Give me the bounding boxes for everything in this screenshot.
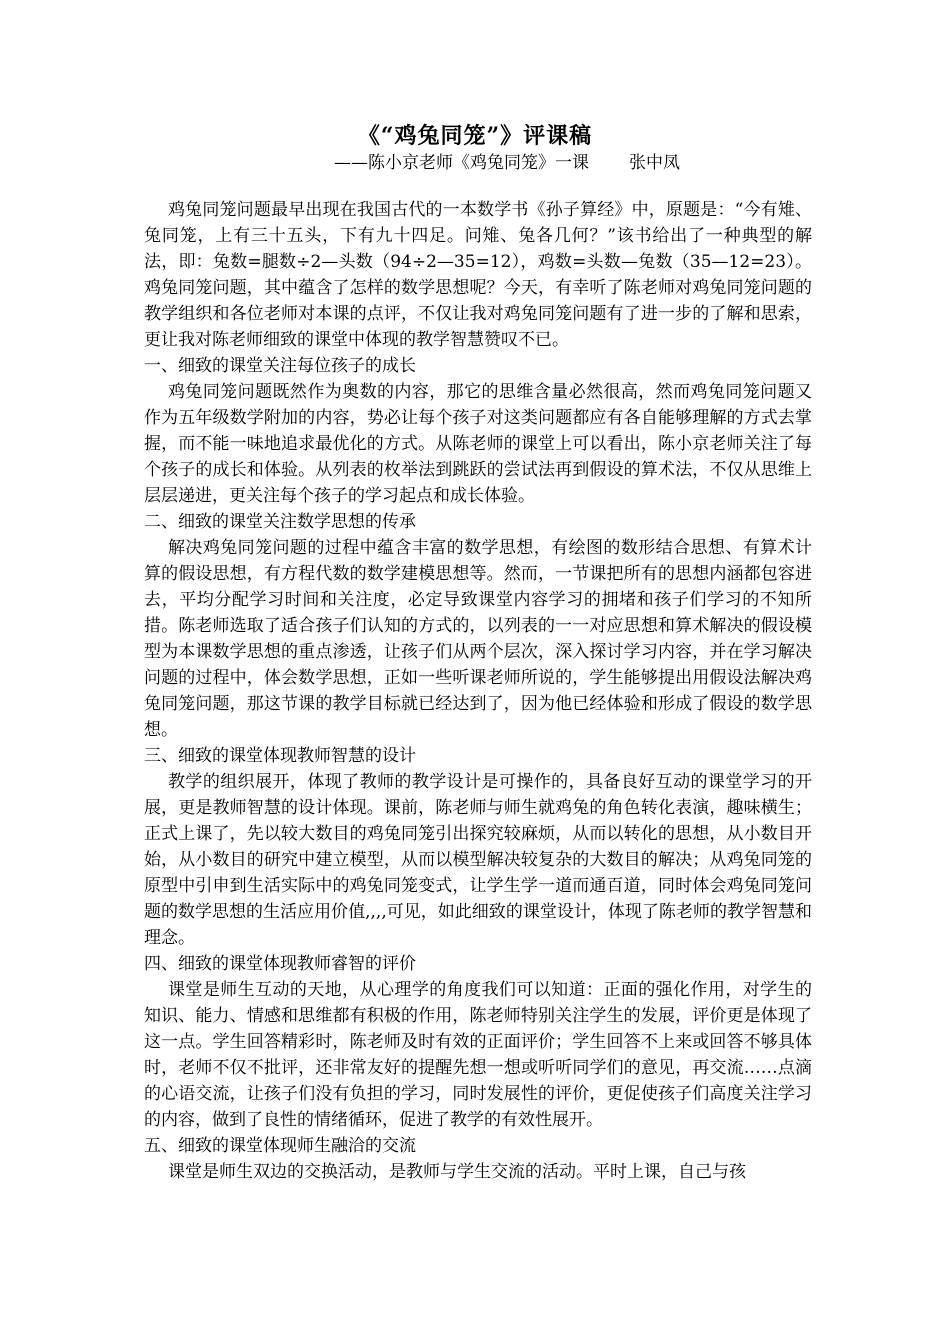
section-heading-2: 二、细致的课堂关注数学思想的传承 [144,512,416,532]
course-line: ——陈小京老师《鸡兔同笼》一课 [334,153,589,173]
section-paragraph-2: 解决鸡兔同笼问题的过程中蕴含丰富的数学思想，有绘图的数形结合思想、有算术计算的假设思想，有方程代数的数学建模思想等。然而，一节课把所有的思想内涵都包容进去，平均分配学习时间和关注度，必定导致课堂内容学习的拥堵和孩子们学习的不知所措。陈老师选取了适合孩子们认知的方式的，以列表的一一对应思想和算术解决的假设模型为本课数学思想的重点渗透，让孩子们从两个层次，深入探讨学习内容，并在学习解决问题的过程中，体会数学思想，正如一些听课老师所说的，学生能够提出用假设法解决鸡兔同笼问题，那这节课的教学目标就已经达到了，因为他已经体验和形成了假设的数学思想。 [144,538,812,740]
intro-paragraph: 鸡兔同笼问题最早出现在我国古代的一本数学书《孙子算经》中，原题是：“今有雉、兔同笼，上有三十五头，下有九十四足。问雉、兔各几何？”该书给出了一种典型的解法，即：兔数=腿数÷2—头数（94÷2—35=12），鸡数=头数—兔数（35—12=23）。鸡兔同笼问题，其中蕴含了怎样的数学思想呢？今天，有幸听了陈老师对鸡兔同笼问题的教学组织和各位老师对本课的点评，不仅让我对鸡兔同笼问题有了进一步的了解和思索，更让我对陈老师细致的课堂中体现的教学智慧赞叹不已。 [144,200,812,350]
section-paragraph-1: 鸡兔同笼问题既然作为奥数的内容，那它的思维含量必然很高，然而鸡兔同笼问题又作为五年级数学附加的内容，势必让每个孩子对这类问题都应有各自能够理解的方式去掌握，而不能一味地追求最优化的方式。从陈老师的课堂上可以看出，陈小京老师关注了每个孩子的成长和体验。从列表的枚举法到跳跃的尝试法再到假设的算术法，不仅从思维上层层递进，更关注每个孩子的学习起点和成长体验。 [144,382,812,506]
document-subtitle [334,150,680,176]
author-name: 张中凤 [629,153,680,173]
section-paragraph-3: 教学的组织展开，体现了教师的教学设计是可操作的，具备良好互动的课堂学习的开展，更是教师智慧的设计体现。课前，陈老师与师生就鸡兔的角色转化表演，趣味横生；正式上课了，先以较大数目的鸡兔同笼引出探究较麻烦，从而以转化的思想，从小数目开始，从小数目的研究中建立模型，从而以模型解决较复杂的大数目的解决；从鸡兔同笼的原型中引申到生活实际中的鸡兔同笼变式，让学生学一道而通百道，同时体会鸡兔同笼问题的数学思想的生活应用价值,,,,可见，如此细致的课堂设计，体现了陈老师的教学智慧和理念。 [144,772,812,948]
section-heading-1: 一、细致的课堂关注每位孩子的成长 [144,356,416,376]
section-heading-4: 四、细致的课堂体现教师睿智的评价 [144,954,416,974]
document-body [144,197,812,1185]
section-paragraph-4: 课堂是师生互动的天地，从心理学的角度我们可以知道：正面的强化作用，对学生的知识、能力、情感和思维都有积极的作用，陈老师特别关注学生的发展，评价更是体现了这一点。学生回答精彩时，陈老师及时有效的正面评价；学生回答不上来或回答不够具体时，老师不仅不批评，还非常友好的提醒先想一想或听听同学们的意见，再交流……点滴的心语交流，让孩子们没有负担的学习，同时发展性的评价，更促使孩子们高度关注学习的内容，做到了良性的情绪循环，促进了教学的有效性展开。 [144,980,812,1130]
document-title: 《“鸡兔同笼”》评课稿 [357,123,593,149]
section-heading-5: 五、细致的课堂体现师生融洽的交流 [144,1136,416,1156]
section-heading-3: 三、细致的课堂体现教师智慧的设计 [144,746,416,766]
section-paragraph-5: 课堂是师生双边的交换活动，是教师与学生交流的活动。平时上课，自己与孩 [168,1162,746,1182]
